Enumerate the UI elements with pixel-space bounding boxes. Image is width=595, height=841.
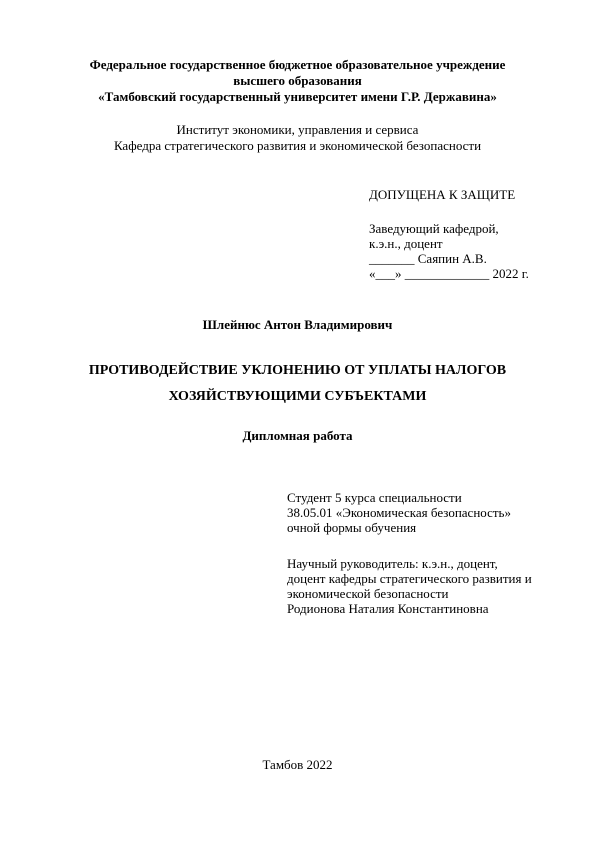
header-line-3: «Тамбовский государственный университет имени Г.Р. Державина» (98, 89, 497, 104)
work-type: Дипломная работа (242, 428, 353, 443)
thesis-title-line-2: ХОЗЯЙСТВУЮЩИМИ СУБЪЕКТАМИ (168, 389, 427, 404)
student-block (287, 490, 511, 535)
institute-name: Институт экономики, управления и сервиса (176, 122, 419, 137)
student-line-3: очной формы обучения (287, 520, 417, 535)
student-line-2: 38.05.01 «Экономическая безопасность» (287, 505, 511, 520)
supervisor-block (287, 556, 532, 616)
department-name: Кафедра стратегического развития и экономической безопасности (113, 138, 482, 153)
student-line-1: Студент 5 курса специальности (287, 490, 462, 505)
header-line-1: Федеральное государственное бюджетное образовательное учреждение (89, 57, 506, 72)
supervisor-line-1: Научный руководитель: к.э.н., доцент, (287, 556, 498, 571)
approval-role: Заведующий кафедрой, (369, 221, 499, 236)
city-year: Тамбов 2022 (262, 757, 333, 772)
approval-date: «___» _____________ 2022 г. (369, 266, 529, 281)
author-name: Шлейнюс Антон Владимирович (202, 317, 393, 332)
approval-heading: ДОПУЩЕНА К ЗАЩИТЕ (369, 187, 516, 202)
approval-block (369, 187, 515, 202)
header-line-2: высшего образования (233, 73, 362, 88)
approval-degree: к.э.н., доцент (369, 236, 443, 251)
approval-signatory (369, 221, 529, 281)
supervisor-line-2: доцент кафедры стратегического развития и (287, 571, 532, 586)
supervisor-name: Родионова Наталия Константиновна (287, 601, 489, 616)
supervisor-line-3: экономической безопасности (287, 586, 449, 601)
approval-signature: _______ Саяпин А.В. (369, 251, 487, 266)
thesis-title-line-1: ПРОТИВОДЕЙСТВИЕ УКЛОНЕНИЮ ОТ УПЛАТЫ НАЛОГОВ (88, 363, 507, 378)
